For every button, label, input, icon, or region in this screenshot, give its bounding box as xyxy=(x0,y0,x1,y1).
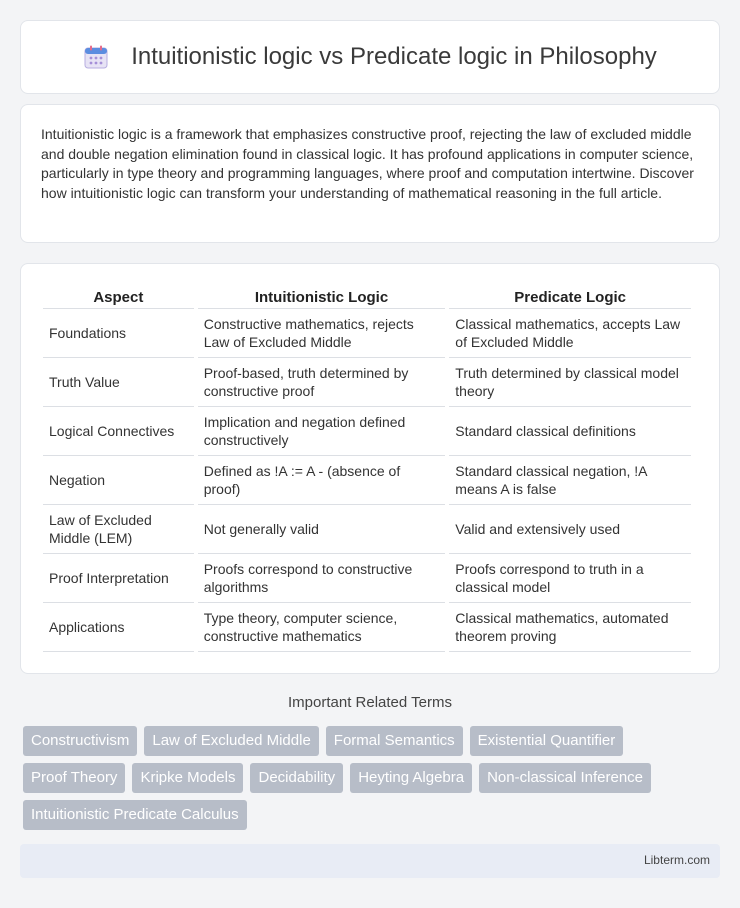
table-cell: Implication and negation defined constructively xyxy=(198,407,446,456)
table-cell: Logical Connectives xyxy=(43,407,194,456)
tag-row xyxy=(23,800,723,830)
table-cell: Defined as !A := A - (absence of proof) xyxy=(198,456,446,505)
table-cell: Proofs correspond to constructive algorithms xyxy=(198,554,446,603)
related-term-tag[interactable]: Law of Excluded Middle xyxy=(144,726,318,756)
table-row xyxy=(43,603,691,652)
intro-text: Intuitionistic logic is a framework that emphasizes constructive proof, rejecting the law of excluded middle and double negation elimination found in classical logic. It has profound applications in computer science, particularly in type theory and programming languages, where proof and computation intertwine. Discover how intuitionistic logic can transform your understanding of mathematical reasoning in the full article. xyxy=(41,126,694,201)
table-cell: Standard classical negation, !A means A is false xyxy=(449,456,691,505)
table-cell: Type theory, computer science, constructive mathematics xyxy=(198,603,446,652)
related-term-tag[interactable]: Intuitionistic Predicate Calculus xyxy=(23,800,247,830)
column-header: Aspect xyxy=(43,286,194,309)
column-header: Predicate Logic xyxy=(449,286,691,309)
table-row xyxy=(43,554,691,603)
header-card xyxy=(20,20,720,94)
table-cell: Proofs correspond to truth in a classical model xyxy=(449,554,691,603)
related-term-tag[interactable]: Decidability xyxy=(250,763,343,793)
related-term-tag[interactable]: Constructivism xyxy=(23,726,137,756)
table-row xyxy=(43,505,691,554)
table-cell: Standard classical definitions xyxy=(449,407,691,456)
tag-row xyxy=(23,763,723,793)
comparison-table xyxy=(39,286,695,652)
table-cell: Foundations xyxy=(43,309,194,358)
related-terms-title: Important Related Terms xyxy=(288,694,452,711)
related-term-tag[interactable]: Non-classical Inference xyxy=(479,763,651,793)
page-title: Intuitionistic logic vs Predicate logic in Philosophy xyxy=(131,43,657,70)
table-cell: Not generally valid xyxy=(198,505,446,554)
related-term-tag[interactable]: Proof Theory xyxy=(23,763,125,793)
related-terms xyxy=(23,726,723,837)
table-cell: Applications xyxy=(43,603,194,652)
footer-site-link[interactable]: Libterm.com xyxy=(643,853,710,867)
related-term-tag[interactable]: Kripke Models xyxy=(132,763,243,793)
table-cell: Truth determined by classical model theory xyxy=(449,358,691,407)
table-cell: Proof Interpretation xyxy=(43,554,194,603)
table-header-row xyxy=(43,286,691,309)
table-cell: Classical mathematics, automated theorem proving xyxy=(449,603,691,652)
table-cell: Valid and extensively used xyxy=(449,505,691,554)
table-row xyxy=(43,309,691,358)
table-cell: Classical mathematics, accepts Law of Excluded Middle xyxy=(449,309,691,358)
calendar-icon xyxy=(83,44,109,70)
table-row xyxy=(43,407,691,456)
intro-card xyxy=(20,104,720,243)
column-header: Intuitionistic Logic xyxy=(198,286,446,309)
table-cell: Constructive mathematics, rejects Law of Excluded Middle xyxy=(198,309,446,358)
table-cell: Truth Value xyxy=(43,358,194,407)
table-cell: Negation xyxy=(43,456,194,505)
table-row xyxy=(43,456,691,505)
related-term-tag[interactable]: Existential Quantifier xyxy=(470,726,624,756)
related-term-tag[interactable]: Formal Semantics xyxy=(326,726,463,756)
table-row xyxy=(43,358,691,407)
comparison-table-card xyxy=(20,263,720,674)
tag-row xyxy=(23,726,723,756)
table-cell: Proof-based, truth determined by constructive proof xyxy=(198,358,446,407)
related-term-tag[interactable]: Heyting Algebra xyxy=(350,763,472,793)
table-cell: Law of Excluded Middle (LEM) xyxy=(43,505,194,554)
footer xyxy=(20,844,720,878)
